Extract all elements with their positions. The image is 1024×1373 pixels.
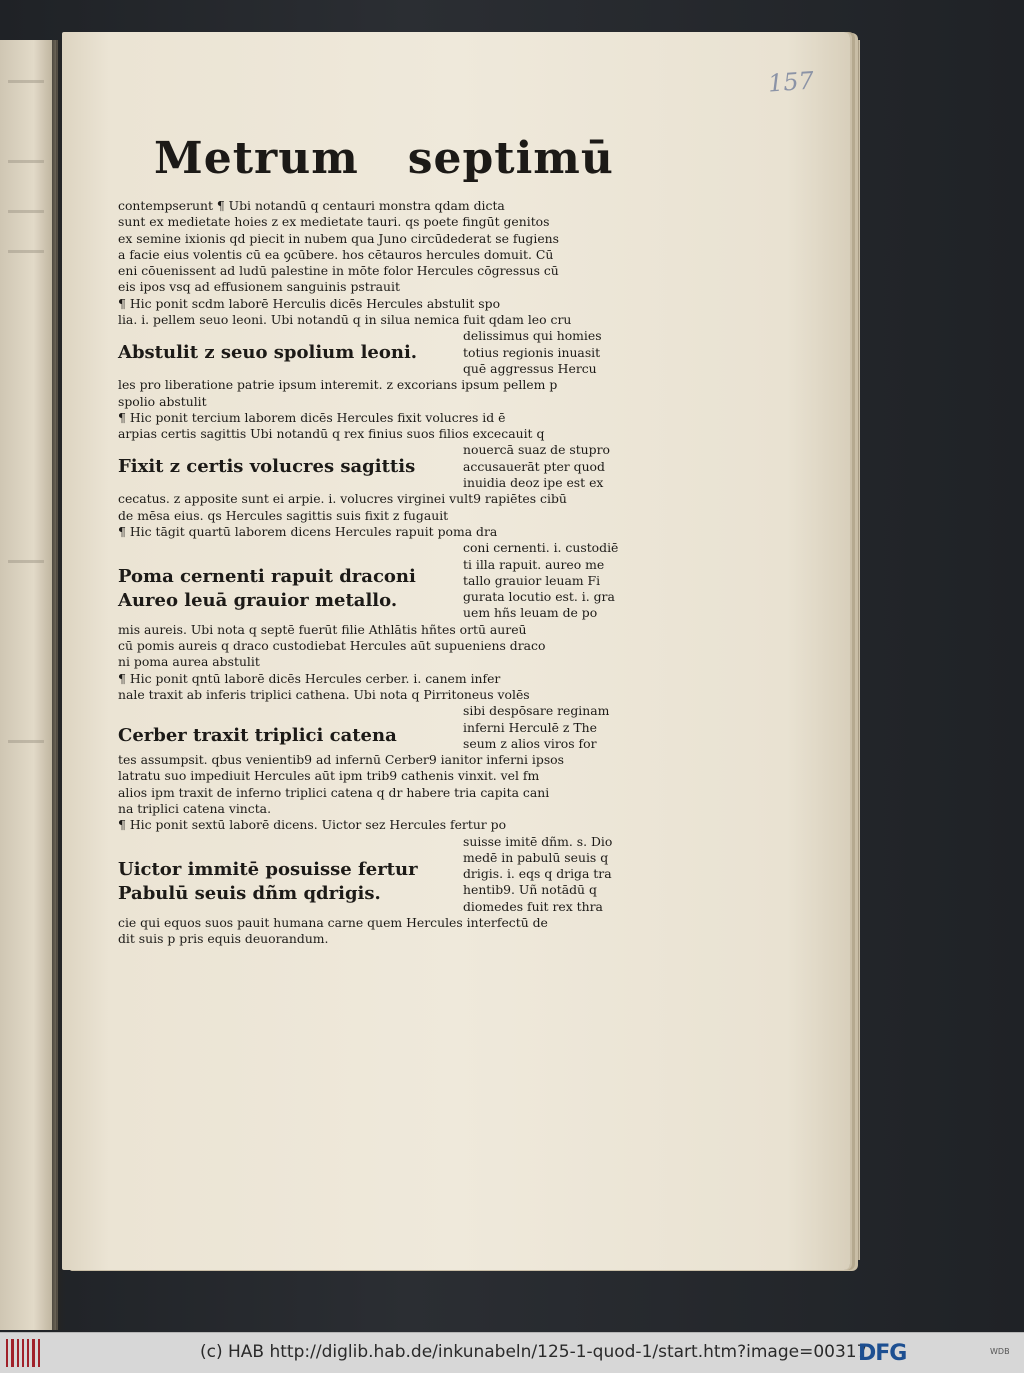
hab-logo-icon[interactable]	[6, 1339, 40, 1367]
text-line: ex semine ixionis qd piecit in nubem qua Juno circūdederat se fugiens	[118, 230, 559, 246]
text-line: ¶ Hic tāgit quartū laborem dicens Hercules rapuit poma dra	[118, 523, 498, 539]
text-line: ¶ Hic ponit tercium laborem dicēs Hercules fixit volucres id ē	[118, 409, 506, 425]
verse-line: Uictor immitē posuisse fertur	[118, 859, 418, 881]
lines-end	[118, 915, 658, 948]
verse-line: Fixit z certis volucres sagittis	[118, 455, 416, 477]
gloss-line: tallo grauior leuam Fi	[463, 572, 601, 588]
block-horses	[118, 850, 658, 915]
gloss-line: quē aggressus Hercu	[463, 360, 597, 376]
verse-column	[118, 341, 463, 365]
text-line: alios ipm traxit de inferno triplici catena q dr habere tria capita cani	[118, 784, 550, 800]
gloss-line: ti illa rapuit. aureo me	[463, 556, 605, 572]
lines-after-lion	[118, 377, 658, 442]
verse-line: Pabulū seuis dñm qdrigis.	[118, 883, 381, 905]
gloss-line: diomedes fuit rex thra	[463, 898, 603, 914]
text-line: suisse imitē dñm. s. Dio	[463, 833, 613, 849]
block-harpies	[118, 442, 658, 491]
gloss-line: accusauerāt pter quod	[463, 458, 605, 474]
lines-after-cerberus	[118, 752, 658, 850]
verse-line: Cerber traxit triplici catena	[118, 724, 397, 746]
text-line: sunt ex medietate hoies z ex medietate tauri. qs poete fingūt genitos	[118, 214, 550, 230]
gloss-line: drigis. i. eqs q driga tra	[463, 866, 612, 882]
text-line: arpias certis sagittis Ubi notandū q rex finius suos filios excecauit q	[118, 426, 545, 442]
text-line: cie qui equos suos pauit humana carne quem Hercules interfectū de	[118, 915, 548, 931]
gloss-line: medē in pabulū seuis q	[463, 849, 609, 865]
text-line: eis ipos vsq ad effusionem sanguinis pstrauit	[118, 279, 400, 295]
gloss-column	[463, 442, 658, 491]
book-page	[62, 32, 850, 1270]
text-line: mis aureis. Ubi nota q septē fuerūt filie Athlātis hñtes ortū aureū	[118, 621, 527, 637]
lines-before	[118, 198, 658, 328]
text-line: cecatus. z apposite sunt ei arpie. i. volucres virginei vult9 rapiētes cibū	[118, 491, 567, 507]
dfg-logo-icon[interactable]: DFG	[858, 1341, 907, 1366]
gloss-line: gurata locutio est. i. gra	[463, 589, 615, 605]
gloss-line: totius regionis inuasit	[463, 344, 601, 360]
gloss-line: uem hñs leuam de po	[463, 605, 598, 621]
gloss-line: nouercā suaz de stupro	[463, 442, 610, 458]
lines-after-harpies	[118, 491, 658, 556]
dfg-sub-label: WDB	[990, 1347, 1010, 1356]
text-line: lia. i. pellem seuo leoni. Ubi notandū q in silua nemica fuit qdam leo cru	[118, 312, 572, 328]
gloss-line: hentib9. Uñ notādū q	[463, 882, 597, 898]
text-line: les pro liberatione patrie ipsum interemit. z excorians ipsum pellem p	[118, 377, 558, 393]
viewer-footer	[0, 1332, 1024, 1373]
text-line: latratu suo impediuit Hercules aūt ipm trib9 cathenis vinxit. vel fm	[118, 768, 540, 784]
text-line: cū pomis aureis q draco custodiebat Hercules aūt supueniens draco	[118, 638, 546, 654]
verse-column	[118, 858, 463, 906]
text-line: a facie eius volentis cū ea ꝯcūbere. hos cētauros hercules domuit. Cū	[118, 246, 554, 262]
gloss-column	[463, 557, 658, 622]
gloss-column	[463, 720, 658, 753]
verse-line: Abstulit z seuo spolium leoni.	[118, 341, 418, 363]
text-line: na triplici catena vincta.	[118, 800, 272, 816]
text-line: contempserunt ¶ Ubi notandū q centauri monstra qdam dicta	[118, 198, 505, 213]
page-title: Metrum septimū	[154, 133, 614, 184]
folio-number: 157	[767, 66, 815, 98]
gloss-column	[463, 328, 658, 377]
gloss-line: seum z alios viros for	[463, 735, 597, 751]
gloss-line: inferni Herculē z The	[463, 719, 597, 735]
credit-link[interactable]: (c) HAB http://diglib.hab.de/inkunabeln/125-1-quod-1/start.htm?image=00317	[200, 1342, 868, 1362]
block-apples	[118, 557, 658, 622]
verse-column	[118, 565, 463, 613]
text-line: spolio abstulit	[118, 393, 207, 409]
verse-line: Poma cernenti rapuit draconi	[118, 566, 416, 588]
text-line: de mēsa eius. qs Hercules sagittis suis fixit z fugauit	[118, 507, 449, 523]
text-block	[118, 132, 658, 948]
text-line: dit suis p pris equis deuorandum.	[118, 931, 329, 947]
verse-column	[118, 724, 463, 748]
text-line: coni cernenti. i. custodiē	[463, 540, 619, 556]
page-fore-edge	[850, 40, 860, 1260]
gloss-line: inuidia deoz ipe est ex	[463, 475, 604, 491]
block-lion	[118, 328, 658, 377]
text-line: ni poma aurea abstulit	[118, 654, 260, 670]
text-line: sibi despōsare reginam	[463, 703, 610, 719]
verse-line: Aureo leuā grauior metallo.	[118, 590, 398, 612]
text-line: ¶ Hic ponit sextū laborē dicens. Uictor sez Hercules fertur po	[118, 817, 507, 833]
text-line: ¶ Hic ponit scdm laborē Herculis dicēs Hercules abstulit spo	[118, 295, 501, 311]
verse-column	[118, 455, 463, 479]
text-line: nale traxit ab inferis triplici cathena. Ubi nota q Pirritoneus volēs	[118, 686, 530, 702]
gloss-column	[463, 850, 658, 915]
lines-after-apples	[118, 622, 658, 720]
text-line: ¶ Hic ponit qntū laborē dicēs Hercules cerber. i. canem infer	[118, 670, 501, 686]
block-cerberus	[118, 720, 658, 753]
text-line: tes assumpsit. qbus venientib9 ad infernū Cerber9 ianitor inferni ipsos	[118, 752, 564, 768]
left-page-edge	[0, 40, 58, 1330]
text-line: eni cōuenissent ad ludū palestine in mōte folor Hercules cōgressus cū	[118, 263, 559, 279]
gloss-line: delissimus qui homies	[463, 328, 602, 344]
